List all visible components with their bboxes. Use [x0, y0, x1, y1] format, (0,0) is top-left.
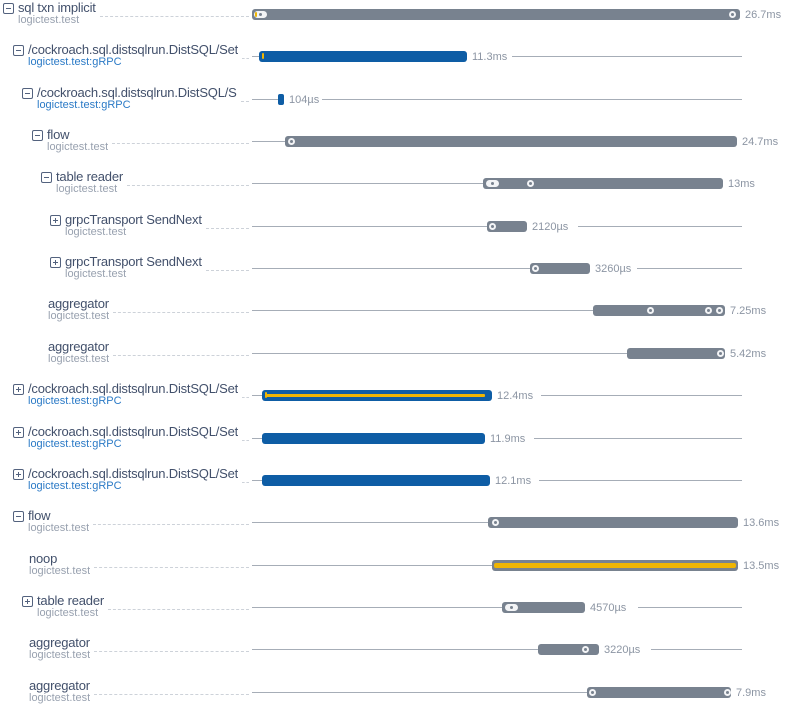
service-name: logictest.test [65, 226, 127, 238]
event-marker[interactable] [589, 689, 596, 696]
span-name[interactable]: noop [29, 552, 58, 566]
service-name: logictest.test [65, 268, 127, 280]
service-name: logictest.test [29, 565, 91, 577]
span-name[interactable]: grpcTransport SendNext [65, 213, 202, 227]
span-bar[interactable] [285, 136, 737, 147]
span-bar[interactable] [593, 305, 725, 316]
event-marker[interactable] [288, 138, 295, 145]
span-timeline [252, 296, 767, 338]
span-label [0, 425, 252, 450]
span-name[interactable]: aggregator [48, 297, 109, 311]
span-label [0, 636, 252, 661]
leader-line [242, 467, 249, 483]
timeline-line [252, 56, 259, 57]
span-row [0, 85, 786, 127]
expand-icon[interactable] [50, 215, 61, 226]
duration-label: 7.25ms [730, 305, 767, 317]
span-names [48, 297, 109, 322]
span-timeline [252, 635, 742, 677]
span-bar[interactable] [262, 433, 485, 444]
duration-label: 7.9ms [736, 687, 766, 699]
span-row [0, 254, 786, 296]
span-name[interactable]: /cockroach.sql.distsqlrun.DistSQL/Set [28, 382, 239, 396]
timeline-line [541, 395, 742, 396]
span-name[interactable]: aggregator [29, 679, 90, 693]
timeline-line [252, 99, 278, 100]
span-label [0, 382, 252, 407]
span-timeline [252, 127, 779, 169]
timeline-line [252, 649, 538, 650]
span-names [29, 636, 90, 661]
duration-label: 5.42ms [730, 348, 767, 360]
span-row [0, 551, 786, 593]
span-label [0, 509, 252, 534]
expand-icon[interactable] [22, 596, 33, 607]
span-label [0, 297, 252, 322]
leader-line [94, 636, 249, 652]
service-name: logictest.test [28, 522, 90, 534]
timeline-line [252, 522, 488, 523]
leader-line [113, 340, 249, 356]
span-timeline [252, 85, 742, 127]
span-names [37, 86, 237, 111]
service-name: logictest.test [48, 353, 110, 365]
timeline-line [637, 268, 742, 269]
span-timeline [252, 0, 782, 42]
duration-label: 13.6ms [743, 517, 780, 529]
expand-icon[interactable] [13, 427, 24, 438]
timeline-line [539, 480, 742, 481]
span-names [56, 170, 123, 195]
service-name: logictest.test [37, 607, 99, 619]
span-names [18, 1, 96, 26]
service-name: logictest.test [48, 310, 110, 322]
timeline-line [252, 692, 587, 693]
event-marker[interactable] [717, 350, 724, 357]
event-marker[interactable] [729, 11, 736, 18]
span-label [0, 255, 252, 280]
span-name[interactable]: /cockroach.sql.distsqlrun.DistSQL/Set [28, 467, 239, 481]
span-label [0, 467, 252, 492]
timeline-line [252, 310, 593, 311]
collapse-icon[interactable] [41, 172, 52, 183]
duration-label: 13.5ms [743, 560, 780, 572]
span-timeline [252, 212, 742, 254]
span-bar[interactable] [259, 51, 467, 62]
span-row [0, 466, 786, 508]
span-row [0, 508, 786, 550]
span-name[interactable]: table reader [37, 594, 104, 608]
span-row [0, 339, 786, 381]
span-names [29, 679, 90, 704]
span-bar[interactable] [488, 517, 738, 528]
leader-line [127, 170, 249, 186]
timeline-line [512, 56, 742, 57]
span-row [0, 127, 786, 169]
span-timeline [252, 424, 742, 466]
collapse-icon[interactable] [13, 511, 24, 522]
service-name: logictest.test [56, 183, 118, 195]
leader-line [242, 382, 249, 398]
span-name[interactable]: /cockroach.sql.distsqlrun.DistSQL/S [37, 86, 237, 100]
span-bar[interactable] [483, 178, 723, 189]
event-marker[interactable] [716, 307, 723, 314]
span-timeline [252, 508, 780, 550]
event-marker[interactable] [724, 689, 731, 696]
duration-label: 11.3ms [472, 51, 508, 63]
span-row [0, 593, 786, 635]
duration-label: 4570µs [590, 602, 627, 614]
span-timeline [252, 254, 742, 296]
service-name: logictest.test [18, 14, 80, 26]
timeline-line [252, 438, 262, 439]
span-name[interactable]: table reader [56, 170, 123, 184]
leader-line [242, 43, 249, 59]
span-bar[interactable] [627, 348, 725, 359]
span-timeline [252, 42, 742, 84]
timeline-line [638, 607, 742, 608]
span-bar[interactable] [530, 263, 590, 274]
event-marker[interactable] [527, 180, 534, 187]
span-timeline [252, 339, 767, 381]
span-label [0, 679, 252, 704]
span-names [47, 128, 108, 153]
collapse-icon[interactable] [22, 88, 33, 99]
service-name: logictest.test:gRPC [28, 438, 122, 450]
span-bar[interactable] [492, 560, 738, 571]
duration-label: 11.9ms [490, 433, 526, 445]
span-timeline [252, 466, 742, 508]
highlight-stripe [266, 394, 485, 397]
span-row [0, 42, 786, 84]
span-label [0, 213, 252, 238]
span-name[interactable]: flow [47, 128, 70, 142]
span-names [28, 509, 89, 534]
timeline-line [252, 480, 262, 481]
timeline-line [578, 226, 742, 227]
collapse-icon[interactable] [13, 45, 24, 56]
service-name: logictest.test [29, 692, 91, 704]
start-event-tick [265, 392, 267, 398]
leader-line [206, 213, 249, 229]
span-names [65, 255, 202, 280]
expand-icon[interactable] [13, 384, 24, 395]
span-row [0, 424, 786, 466]
duration-label: 26.7ms [745, 9, 782, 21]
event-marker[interactable] [705, 307, 712, 314]
leader-line [206, 255, 249, 271]
span-bar[interactable] [538, 644, 599, 655]
span-bar[interactable] [487, 221, 527, 232]
span-bar[interactable] [252, 9, 740, 20]
timeline-line [252, 141, 285, 142]
span-bar[interactable] [262, 475, 490, 486]
event-marker[interactable] [489, 223, 496, 230]
span-row [0, 296, 786, 338]
leader-line [94, 679, 249, 695]
span-names [65, 213, 202, 238]
span-bar[interactable] [587, 687, 731, 698]
service-name: logictest.test:gRPC [28, 395, 122, 407]
timeline-line [252, 607, 502, 608]
span-timeline [252, 551, 780, 593]
span-names [28, 43, 238, 68]
leader-line [113, 297, 249, 313]
leader-line [100, 1, 249, 17]
span-row [0, 678, 786, 714]
span-label [0, 170, 252, 195]
span-bar[interactable] [278, 94, 284, 105]
span-name[interactable]: grpcTransport SendNext [65, 255, 202, 269]
span-name[interactable]: /cockroach.sql.distsqlrun.DistSQL/Set [28, 43, 239, 57]
event-marker[interactable] [582, 646, 589, 653]
span-row [0, 212, 786, 254]
duration-label: 3220µs [604, 644, 641, 656]
span-row [0, 0, 786, 42]
timeline-line [252, 183, 483, 184]
event-marker[interactable] [647, 307, 654, 314]
collapse-icon[interactable] [3, 3, 14, 14]
span-names [28, 467, 238, 492]
span-label [0, 128, 252, 153]
timeline-line [252, 268, 530, 269]
span-label [0, 340, 252, 365]
service-name: logictest.test:gRPC [37, 99, 131, 111]
start-event-tick [262, 53, 264, 59]
event-marker[interactable] [492, 519, 499, 526]
span-label [0, 594, 252, 619]
duration-label: 2120µs [532, 221, 569, 233]
duration-label: 12.1ms [495, 475, 532, 487]
span-row [0, 169, 786, 211]
span-label [0, 43, 252, 68]
span-timeline [252, 678, 766, 714]
span-names [48, 340, 109, 365]
span-name[interactable]: /cockroach.sql.distsqlrun.DistSQL/Set [28, 425, 239, 439]
collapse-icon[interactable] [32, 130, 43, 141]
span-bar[interactable] [502, 602, 585, 613]
event-marker[interactable] [532, 265, 539, 272]
service-name: logictest.test [29, 649, 91, 661]
leader-line [94, 552, 249, 568]
event-marker[interactable] [505, 604, 518, 611]
span-names [37, 594, 104, 619]
timeline-line [252, 353, 627, 354]
span-names [28, 382, 238, 407]
duration-label: 104µs [289, 94, 320, 106]
span-name[interactable]: aggregator [29, 636, 90, 650]
timeline-line [651, 649, 742, 650]
service-name: logictest.test:gRPC [28, 56, 122, 68]
event-marker[interactable] [486, 180, 499, 187]
expand-icon[interactable] [50, 257, 61, 268]
duration-label: 3260µs [595, 263, 632, 275]
span-row [0, 635, 786, 677]
timeline-line [252, 395, 262, 396]
duration-label: 24.7ms [742, 136, 779, 148]
service-name: logictest.test:gRPC [28, 480, 122, 492]
leader-line [112, 128, 249, 144]
span-label [0, 86, 252, 111]
event-marker[interactable] [254, 11, 267, 18]
span-timeline [252, 381, 742, 423]
service-name: logictest.test [47, 141, 109, 153]
span-name[interactable]: flow [28, 509, 51, 523]
leader-line [242, 425, 249, 441]
duration-label: 13ms [728, 178, 755, 190]
span-label [0, 1, 252, 26]
span-names [29, 552, 90, 577]
duration-label: 12.4ms [497, 390, 534, 402]
timeline-line [252, 565, 492, 566]
span-timeline [252, 593, 742, 635]
span-timeline [252, 169, 755, 211]
span-name[interactable]: sql txn implicit [18, 1, 96, 15]
span-label [0, 552, 252, 577]
leader-line [93, 509, 249, 525]
highlight-stripe [494, 563, 736, 568]
span-names [28, 425, 238, 450]
timeline-line [252, 226, 487, 227]
leader-line [108, 594, 249, 610]
expand-icon[interactable] [13, 469, 24, 480]
leader-line [241, 86, 249, 102]
timeline-line [322, 99, 742, 100]
timeline-line [534, 438, 742, 439]
span-row [0, 381, 786, 423]
span-bar[interactable] [262, 390, 492, 401]
span-name[interactable]: aggregator [48, 340, 109, 354]
